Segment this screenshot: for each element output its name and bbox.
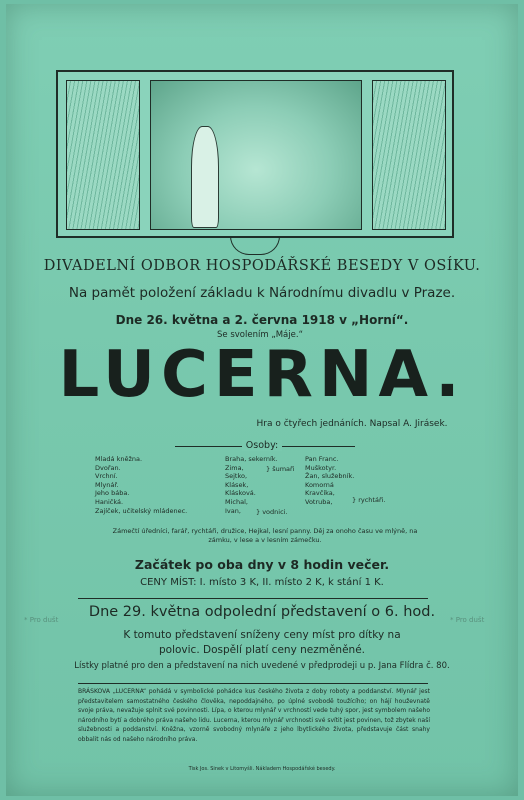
cast-item: Mladá kněžna. — [95, 455, 143, 463]
cast-item: Sejtko, — [225, 472, 248, 481]
cast-column-1 — [95, 455, 187, 515]
group-label-water: vodnici. — [262, 508, 288, 516]
start-time: Začátek po oba dny v 8 hodin večer. — [134, 557, 390, 572]
cast-item: Zima, — [225, 463, 244, 472]
cast-item: Dvořan. — [95, 463, 121, 472]
left-forest-panel — [66, 80, 140, 230]
woman-figure-illustration — [191, 126, 219, 228]
ticket-prices: CENY MÍST: I. místo 3 K, II. místo 2 K, k stání 1 K. — [140, 577, 384, 588]
divider-rule-2 — [78, 683, 428, 684]
cast-item: Klásek, — [225, 480, 249, 489]
performance-dates: Dne 26. května a 2. června 1918 v „Horní“. — [115, 313, 409, 327]
group-brace-mayors: } rychtáři. — [352, 496, 386, 504]
cast-item: Kravčíka, — [305, 489, 335, 498]
cast-column-3 — [305, 455, 354, 507]
cast-item: Zajíček, učitelský mládenec. — [95, 506, 188, 515]
group-label-mayors: rychtáři. — [358, 496, 386, 504]
frame-ornament — [230, 236, 280, 255]
cast-heading-label: Osoby: — [242, 440, 282, 451]
group-brace-musicians: } šumaři — [266, 465, 295, 473]
cast-item: Braha, sekerník. — [225, 455, 278, 463]
play-description: BRÁSKOVA „LUCERNA“ pohádá v symbolické pohádce kus českého života z doby roboty a poddanství. Mlynář jest představitelem samostatného českého člověka, nepoddajného, po úplné svobodě toužícího; on hájí houževnatě svoje práva, nevažuje splnit své povinnosti. Lípa, o kterou mlynář v vrchností vede tuhý spor, jest symbolem našeho národního bytí a dobrého práva našeho lidu. Lucerna, kterou mlynář vrchnosti své svítit jest povinen, tož zbytek naší služebnosti a poddanství. Kněžna, vzorně svobodný mlynáře z jeho lbytlického života, představuje část snahy obbalit nás od našeho národního práva. — [78, 688, 430, 743]
cast-item: Muškotyr. — [305, 463, 337, 472]
permission-note: Se svolením „Máje.“ — [217, 330, 303, 340]
cast-item: Klásková. — [225, 489, 256, 498]
cast-item: Mlynář. — [95, 480, 119, 489]
stamp-left: * Pro dušt — [24, 616, 59, 624]
cast-item: Michal, — [225, 497, 248, 506]
cast-note: Zámečtí úředníci, farář, rychtáři, družice, Hejkal, lesní panny. Děj za onoho času ve mlýně, na zámku, v lese a v lesním zámečku. — [112, 527, 418, 544]
organizer-heading: DIVADELNÍ ODBOR HOSPODÁŘSKÉ BESEDY V OSÍKU. — [43, 258, 481, 274]
cast-item: Haničká. — [95, 497, 124, 506]
cast-item: Komorná — [305, 480, 334, 489]
cast-item: Ivan, — [225, 506, 241, 515]
play-title: LUCERNA. — [58, 338, 466, 412]
matinee-note: K tomuto představení sníženy ceny míst pro dítky na polovic. Dospělí platí ceny nezměněné. — [123, 629, 401, 656]
cast-item: Jeho bába. — [95, 489, 130, 498]
cast-heading — [0, 440, 524, 451]
group-brace-water: } vodnici. — [256, 508, 288, 516]
illustration-frame — [56, 70, 454, 238]
printer-note: Tisk Jos. Sinek v Litomyšli. Nákladem Hospodářské besedy. — [188, 766, 336, 772]
group-label-musicians: šumaři — [272, 465, 295, 473]
memorial-line: Na pamět položení základu k Národnímu divadlu v Praze. — [68, 285, 456, 301]
stamp-right: * Pro dušt — [450, 616, 485, 624]
play-subtitle: Hra o čtyřech jednáních. Napsal A. Jirásek. — [256, 419, 448, 429]
cast-item: Pan Franc. — [305, 455, 339, 463]
cast-item: Votruba, — [305, 497, 333, 506]
cast-item: Žan, služebník. — [305, 472, 355, 481]
right-forest-panel — [372, 80, 446, 230]
cast-item: Vrchní. — [95, 472, 118, 481]
divider-rule — [78, 598, 428, 599]
matinee-notice: Dne 29. května odpolední představení o 6. hod. — [88, 604, 436, 620]
ticket-sales-note: Lístky platné pro den a představení na nich uvedené v předprodeji u p. Jana Flídra č. 80. — [74, 661, 450, 671]
center-scene-panel — [150, 80, 362, 230]
